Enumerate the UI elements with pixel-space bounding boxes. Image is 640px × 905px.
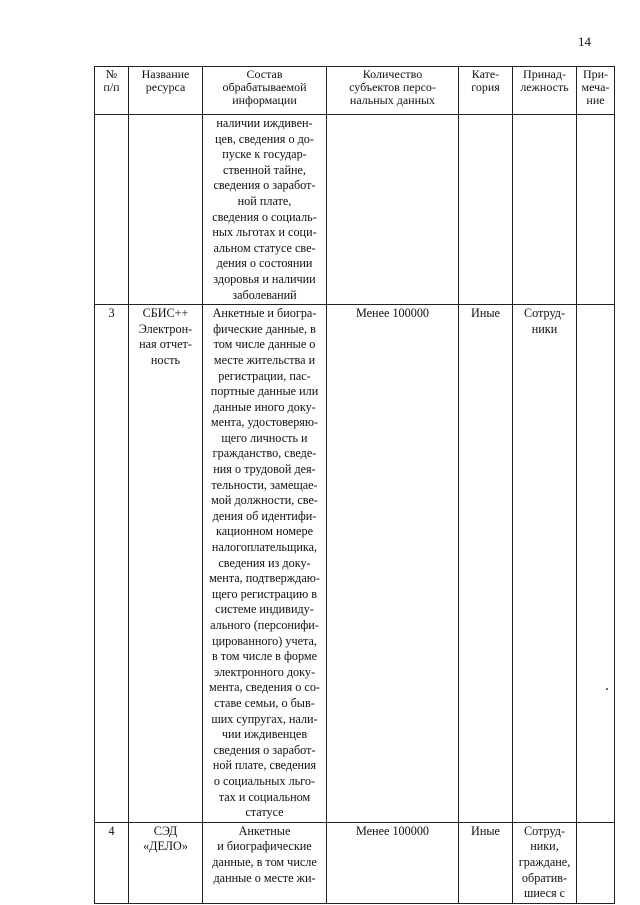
cell-line: статусе [245,805,284,820]
table-row [95,115,615,305]
cell-line: ших супругах, нали- [211,711,318,726]
cell-category: Иные [459,305,513,823]
header-line: При- [582,67,609,81]
cell-line: ставе семьи, о быв- [214,695,315,710]
cell-line: данные о месте жи- [213,870,316,885]
page-number: 14 [578,34,591,49]
header-line: субъектов персо- [349,80,436,94]
cell-line: щего личность и [221,430,308,445]
cell-line: ального (персонифи- [210,618,319,632]
cell-num: 4 [95,822,129,903]
header-num [95,67,129,115]
cell-line: дения об идентифи- [212,508,317,523]
cell-line: системе индивиду- [215,602,314,617]
header-line: гория [471,80,500,94]
cell-line: СБИС++ [142,306,189,321]
cell-line: СЭД [153,823,178,838]
cell-line: Сотруд- [523,823,566,838]
header-line: Количество [362,67,423,81]
cell-line: данные, в том числе [212,854,317,869]
cell-line: ники, [530,839,559,854]
cell-line: сведения из доку- [218,555,311,570]
cell-owner [513,115,577,305]
cell-line: здоровья и наличии [213,271,316,286]
cell-line: в том числе в форме [211,649,317,664]
cell-name [129,305,203,823]
cell-line: ственной тайне, [223,162,306,177]
cell-num [95,115,129,305]
header-line: ние [586,93,605,107]
cell-category: Иные [459,822,513,903]
cell-line: ных льготах и соци- [212,225,317,240]
cell-line: сведения о заработ- [213,178,316,193]
cell-line: ники [531,321,558,336]
header-line: Кате- [471,67,500,81]
cell-line: о социальных льго- [213,773,316,788]
cell-info [203,305,327,823]
cell-category [459,115,513,305]
header-name [129,67,203,115]
cell-line: том числе данные о [213,337,316,352]
cell-line: ной плате, [237,193,292,208]
cell-num: 3 [95,305,129,823]
cell-line: ной плате, сведения [212,758,317,773]
cell-line: ния о трудовой дея- [213,462,316,477]
header-line: п/п [103,80,120,94]
cell-line: Сотруд- [523,306,566,321]
cell-line: налогоплательщика, [211,540,318,555]
table-row [95,822,615,903]
cell-line: мента, удостоверяю- [210,415,319,430]
cell-name [129,822,203,903]
cell-line: тах и социальном [218,789,311,804]
cell-line: «ДЕЛО» [143,839,188,854]
cell-note [577,115,615,305]
cell-line: регистрации, пас- [218,368,311,383]
header-line: меча- [581,80,610,94]
scan-speck [606,688,608,690]
header-line: Название [141,67,190,81]
cell-line: шиеся с [523,886,566,901]
cell-line: Анкетные [238,823,291,838]
cell-line: Анкетные и биогра- [212,306,317,321]
header-line: ресурса [145,80,186,94]
header-line: обрабатываемой [222,80,307,94]
cell-name [129,115,203,305]
cell-line: альном статусе све- [213,240,316,255]
cell-owner [513,305,577,823]
cell-line: граждане, [518,854,571,869]
cell-line: и биографические [217,839,312,854]
cell-line: обратив- [521,870,568,885]
cell-line: фические данные, в [213,321,316,336]
table-body [95,115,615,904]
cell-info [203,115,327,305]
cell-line: гражданство, сведе- [212,446,317,461]
cell-line: заболеваний [232,287,297,302]
cell-note [577,822,615,903]
header-owner [513,67,577,115]
header-line: лежность [520,80,569,94]
header-info [203,67,327,115]
header-category [459,67,513,115]
cell-count: Менее 100000 [327,305,459,823]
cell-owner [513,822,577,903]
cell-line: пуске к государ- [222,147,307,162]
cell-line: сведения о социаль- [212,209,317,224]
cell-info [203,822,327,903]
header-line: нальных данных [349,93,436,107]
cell-line: чии иждивенцев [221,727,308,742]
cell-line: Электрон- [138,321,193,336]
cell-line: сведения о заработ- [213,742,316,757]
cell-line: кационном номере [216,524,313,539]
cell-line: цированного) учета, [212,633,317,648]
cell-line: портные данные или [210,384,319,399]
cell-line: наличии иждивен- [216,116,313,130]
cell-line: цев, сведения о до- [215,131,314,146]
header-count [327,67,459,115]
cell-line: дения о состоянии [216,256,313,271]
header-line: Принад- [523,67,566,81]
cell-count: Менее 100000 [327,822,459,903]
header-line: информации [232,93,297,107]
cell-line: щего регистрацию в [212,586,317,601]
header-line: № [105,67,118,81]
cell-line: ная отчет- [139,337,192,352]
header-line: Состав [246,67,283,81]
cell-line: данные иного доку- [213,399,316,414]
cell-line: электронного доку- [213,664,316,679]
cell-line: ность [150,352,181,367]
cell-line: мента, подтверждаю- [209,571,320,586]
header-note [577,67,615,115]
cell-line: месте жительства и [213,352,316,367]
cell-note [577,305,615,823]
table-header-row [95,67,615,115]
table-row [95,305,615,823]
cell-line: мой должности, све- [211,493,318,508]
cell-line: мента, сведения о со- [209,680,320,695]
cell-line: тельности, замещае- [211,477,318,492]
resources-table [94,66,615,904]
cell-count [327,115,459,305]
